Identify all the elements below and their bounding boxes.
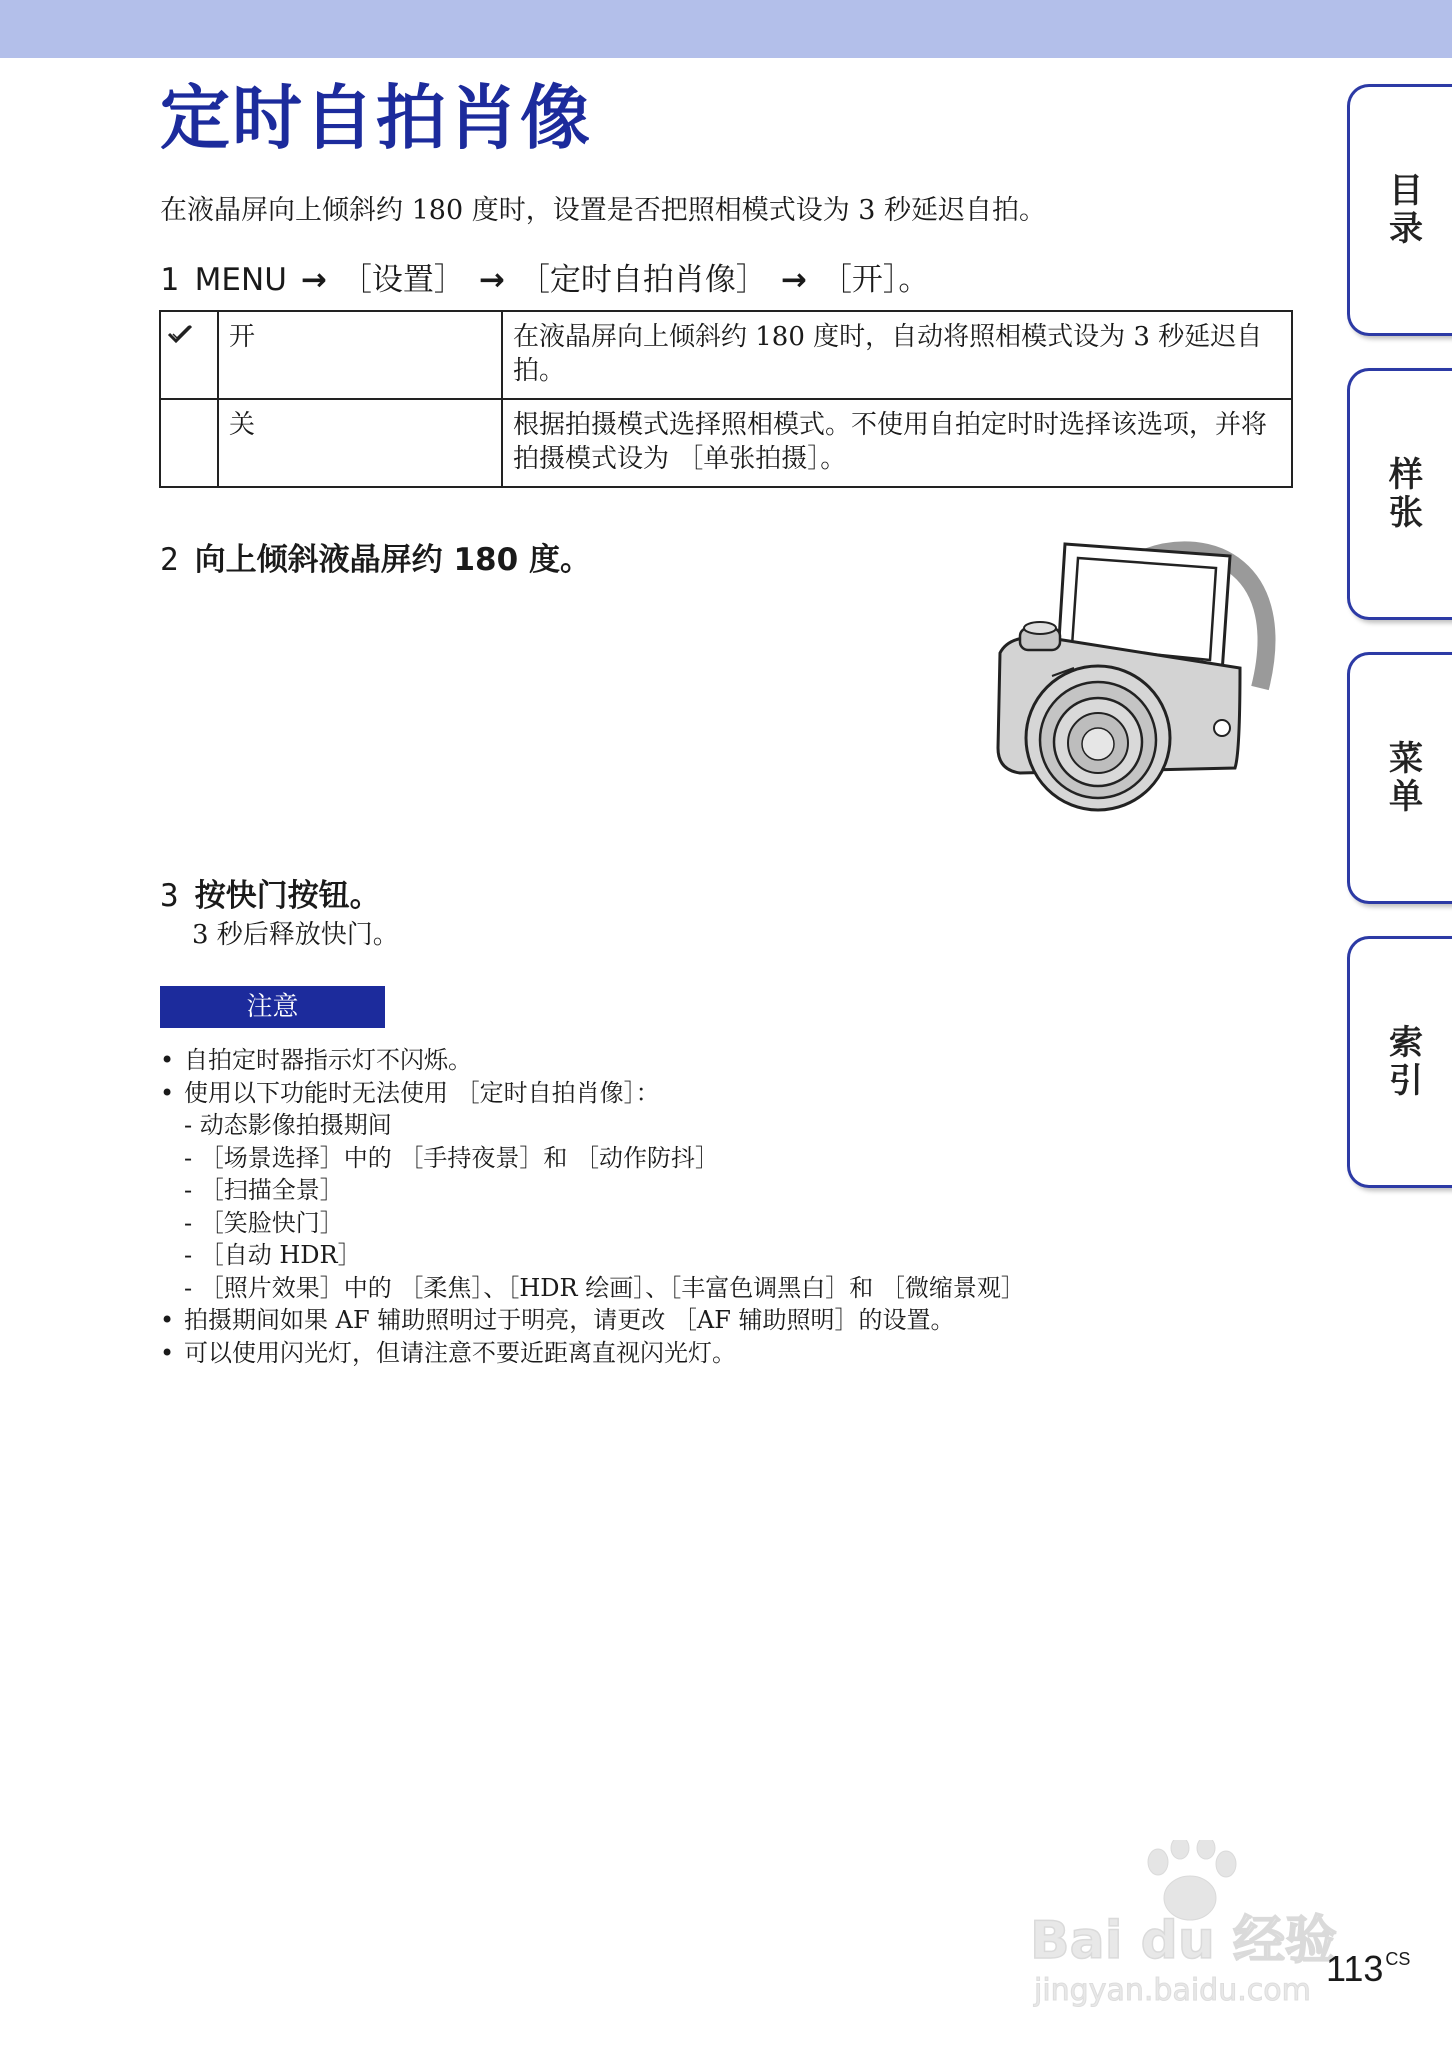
menu-path-self-portrait: ［定时自拍肖像］ [518, 262, 767, 298]
list-subitem: - 动态影像拍摄期间 [184, 1111, 392, 1139]
list-subitem: - ［笑脸快门］ [184, 1208, 344, 1237]
menu-path-on: ［开］。 [820, 262, 930, 298]
step-text: 按快门按钮。 [194, 878, 381, 914]
step-detail: 3 秒后释放快门。 [192, 920, 399, 950]
table-row [160, 399, 1292, 487]
options-table [159, 310, 1293, 488]
tab-contents[interactable] [1347, 84, 1452, 336]
step-number: 3 [160, 878, 179, 914]
page-number [1326, 1948, 1410, 1990]
page-number-suffix: CS [1385, 1949, 1411, 1969]
list-item: • 自拍定时器指示灯不闪烁。 [160, 1044, 1025, 1077]
step-2 [160, 534, 591, 579]
step-text: 向上倾斜液晶屏约 180 度。 [194, 542, 591, 578]
list-subitem: - ［场景选择］中的 ［手持夜景］和 ［动作防抖］ [184, 1143, 719, 1172]
arrow-icon: → [780, 262, 807, 298]
list-subitem: - ［扫描全景］ [184, 1176, 344, 1204]
menu-path-settings: ［设置］ [340, 262, 465, 298]
list-subitem: - ［自动 HDR］ [184, 1241, 362, 1269]
camera-illustration [990, 538, 1290, 838]
step-number: 1 [160, 262, 179, 298]
note-heading: 注意 [160, 986, 385, 1028]
table-row [160, 311, 1292, 399]
page-number-value: 113 [1326, 1948, 1384, 1989]
tab-label: 菜单 [1382, 740, 1423, 816]
top-banner [0, 0, 1452, 58]
notes-list [160, 1044, 1025, 1369]
default-mark-cell [160, 311, 218, 399]
step-3 [160, 870, 381, 915]
baidu-watermark [1030, 1840, 1360, 2010]
step-number: 2 [160, 542, 179, 578]
intro-text: 在液晶屏向上倾斜约 180 度时，设置是否把照相模式设为 3 秒延迟自拍。 [160, 195, 1047, 226]
option-name: 关 [218, 399, 502, 487]
list-subitem: - ［照片效果］中的 ［柔焦］、［HDR 绘画］、［丰富色调黑白］和 ［微缩景观］ [184, 1273, 1025, 1302]
list-item: • 拍摄期间如果 AF 辅助照明过于明亮，请更改 ［AF 辅助照明］的设置。 [160, 1304, 1025, 1337]
menu-path-menu: MENU [194, 262, 287, 298]
tab-label: 索引 [1382, 1024, 1423, 1100]
tab-samples[interactable] [1347, 368, 1452, 620]
tab-label: 样张 [1382, 456, 1423, 532]
tab-label: 目录 [1382, 172, 1423, 248]
tab-menu[interactable] [1347, 652, 1452, 904]
option-description: 根据拍摄模式选择照相模式。不使用自拍定时时选择该选项，并将拍摄模式设为 ［单张拍摄］。 [502, 399, 1292, 487]
list-item: • 使用以下功能时无法使用 ［定时自拍肖像］： [160, 1077, 1025, 1110]
arrow-icon: → [478, 262, 505, 298]
check-icon [167, 323, 193, 345]
option-description: 在液晶屏向上倾斜约 180 度时，自动将照相模式设为 3 秒延迟自拍。 [502, 311, 1292, 399]
watermark-brand: Bai du 经验 [1030, 1911, 1337, 1971]
step-1 [160, 254, 929, 299]
page-title: 定时自拍肖像 [160, 77, 592, 159]
watermark-url: jingyan.baidu.com [1034, 1973, 1311, 2008]
arrow-icon: → [300, 262, 327, 298]
list-item: • 可以使用闪光灯，但请注意不要近距离直视闪光灯。 [160, 1337, 1025, 1370]
tab-index[interactable] [1347, 936, 1452, 1188]
default-mark-cell [160, 399, 218, 487]
option-name: 开 [218, 311, 502, 399]
